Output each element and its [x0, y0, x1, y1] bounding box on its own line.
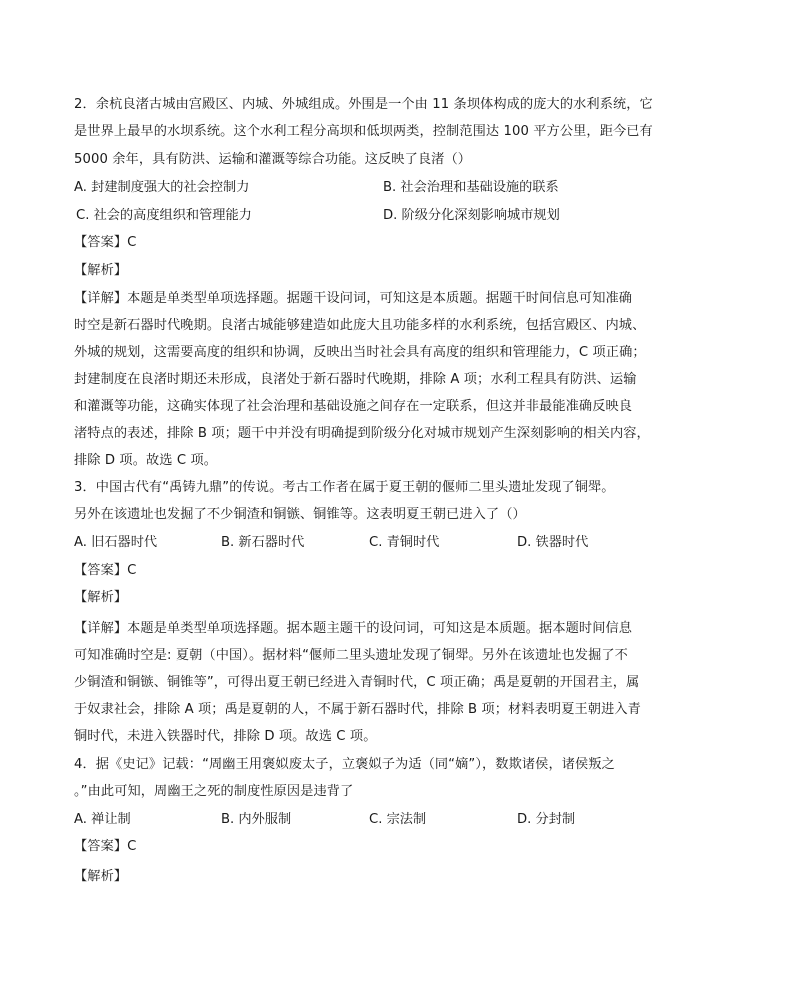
q4-option-c: C. 宗法制 — [369, 812, 427, 827]
q3-detail-line: 少铜渣和铜镞、铜锥等”，可得出夏王朝已经进入青铜时代，C 项正确；禹是夏朝的开国君主，属 — [74, 675, 640, 690]
q2-detail-line: 外城的规划，这需要高度的组织和协调，反映出当时社会具有高度的组织和管理能力，C 项正确； — [74, 345, 646, 360]
q3-option-b: B. 新石器时代 — [221, 535, 305, 550]
q2-answer: 【答案】C — [74, 235, 137, 250]
q4-analysis-label: 【解析】 — [74, 869, 128, 884]
q2-option-c: C. 社会的高度组织和管理能力 — [76, 208, 252, 223]
q3-stem-line: 另外在该遗址也发掘了不少铜渣和铜镞、铜锥等。这表明夏王朝已进入了（） — [74, 507, 526, 522]
q3-detail-line: 于奴隶社会，排除 A 项；禹是夏朝的人，不属于新石器时代，排除 B 项；材料表明夏王朝进入青 — [74, 702, 641, 717]
q2-detail-line: 【详解】本题是单类型单项选择题。据题干设问词，可知这是本质题。据题干时间信息可知准确 — [74, 291, 633, 306]
q2-detail-line: 排除 D 项。故选 C 项。 — [74, 453, 218, 468]
q2-detail-line: 和灌溉等功能，这确实体现了社会治理和基础设施之间存在一定联系，但这并非最能准确反映良 — [74, 399, 633, 414]
q2-stem-line: 5000 余年，具有防洪、运输和灌溉等综合功能。这反映了良渚（） — [74, 152, 472, 167]
q2-stem-line: 2．余杭良渚古城由宫殿区、内城、外城组成。外围是一个由 11 条坝体构成的庞大的水利系统，它 — [74, 97, 653, 112]
q3-detail-line: 【详解】本题是单类型单项选择题。据本题主题干的设问词，可知这是本质题。据本题时间信息 — [74, 621, 633, 636]
q2-option-b: B. 社会治理和基础设施的联系 — [383, 180, 559, 195]
q2-analysis-label: 【解析】 — [74, 263, 128, 278]
q4-stem-line: 4．据《史记》记载：“周幽王用褒姒废太子，立褒姒子为适（同“嫡”），数欺诸侯，诸侯叛之 — [74, 757, 615, 772]
q3-detail-line: 可知准确时空是: 夏朝（中国）。据材料“偃师二里头遗址发现了铜斝。另外在该遗址也发掘了不 — [74, 648, 628, 663]
q2-detail-line: 时空是新石器时代晚期。良渚古城能够建造如此庞大且功能多样的水利系统，包括宫殿区、内城、 — [74, 318, 646, 333]
q4-option-b: B. 内外服制 — [221, 812, 292, 827]
q4-answer: 【答案】C — [74, 839, 137, 854]
q2-option-d: D. 阶级分化深刻影响城市规划 — [383, 208, 560, 223]
q4-stem-line: 。”由此可知，周幽王之死的制度性原因是违背了 — [74, 784, 354, 799]
q2-stem-line: 是世界上最早的水坝系统。这个水利工程分高坝和低坝两类，控制范围达 100 平方公里，距今已有 — [74, 124, 653, 139]
q3-option-d: D. 铁器时代 — [517, 535, 589, 550]
q2-detail-line: 渚特点的表述，排除 B 项；题干中并没有明确提到阶级分化对城市规划产生深刻影响的相关内容， — [74, 426, 650, 441]
q3-option-c: C. 青铜时代 — [369, 535, 440, 550]
q2-option-a: A. 封建制度强大的社会控制力 — [74, 180, 250, 195]
q3-analysis-label: 【解析】 — [74, 590, 128, 605]
q4-option-a: A. 禅让制 — [74, 812, 131, 827]
q3-detail-line: 铜时代，未进入铁器时代，排除 D 项。故选 C 项。 — [74, 729, 377, 744]
q2-detail-line: 封建制度在良渚时期还未形成，良渚处于新石器时代晚期，排除 A 项；水利工程具有防洪、运输 — [74, 372, 637, 387]
q3-stem-line: 3．中国古代有“禹铸九鼎”的传说。考古工作者在属于夏王朝的偃师二里头遗址发现了铜斝。 — [74, 480, 615, 495]
q3-option-a: A. 旧石器时代 — [74, 535, 158, 550]
q4-option-d: D. 分封制 — [517, 812, 576, 827]
q3-answer: 【答案】C — [74, 563, 137, 578]
